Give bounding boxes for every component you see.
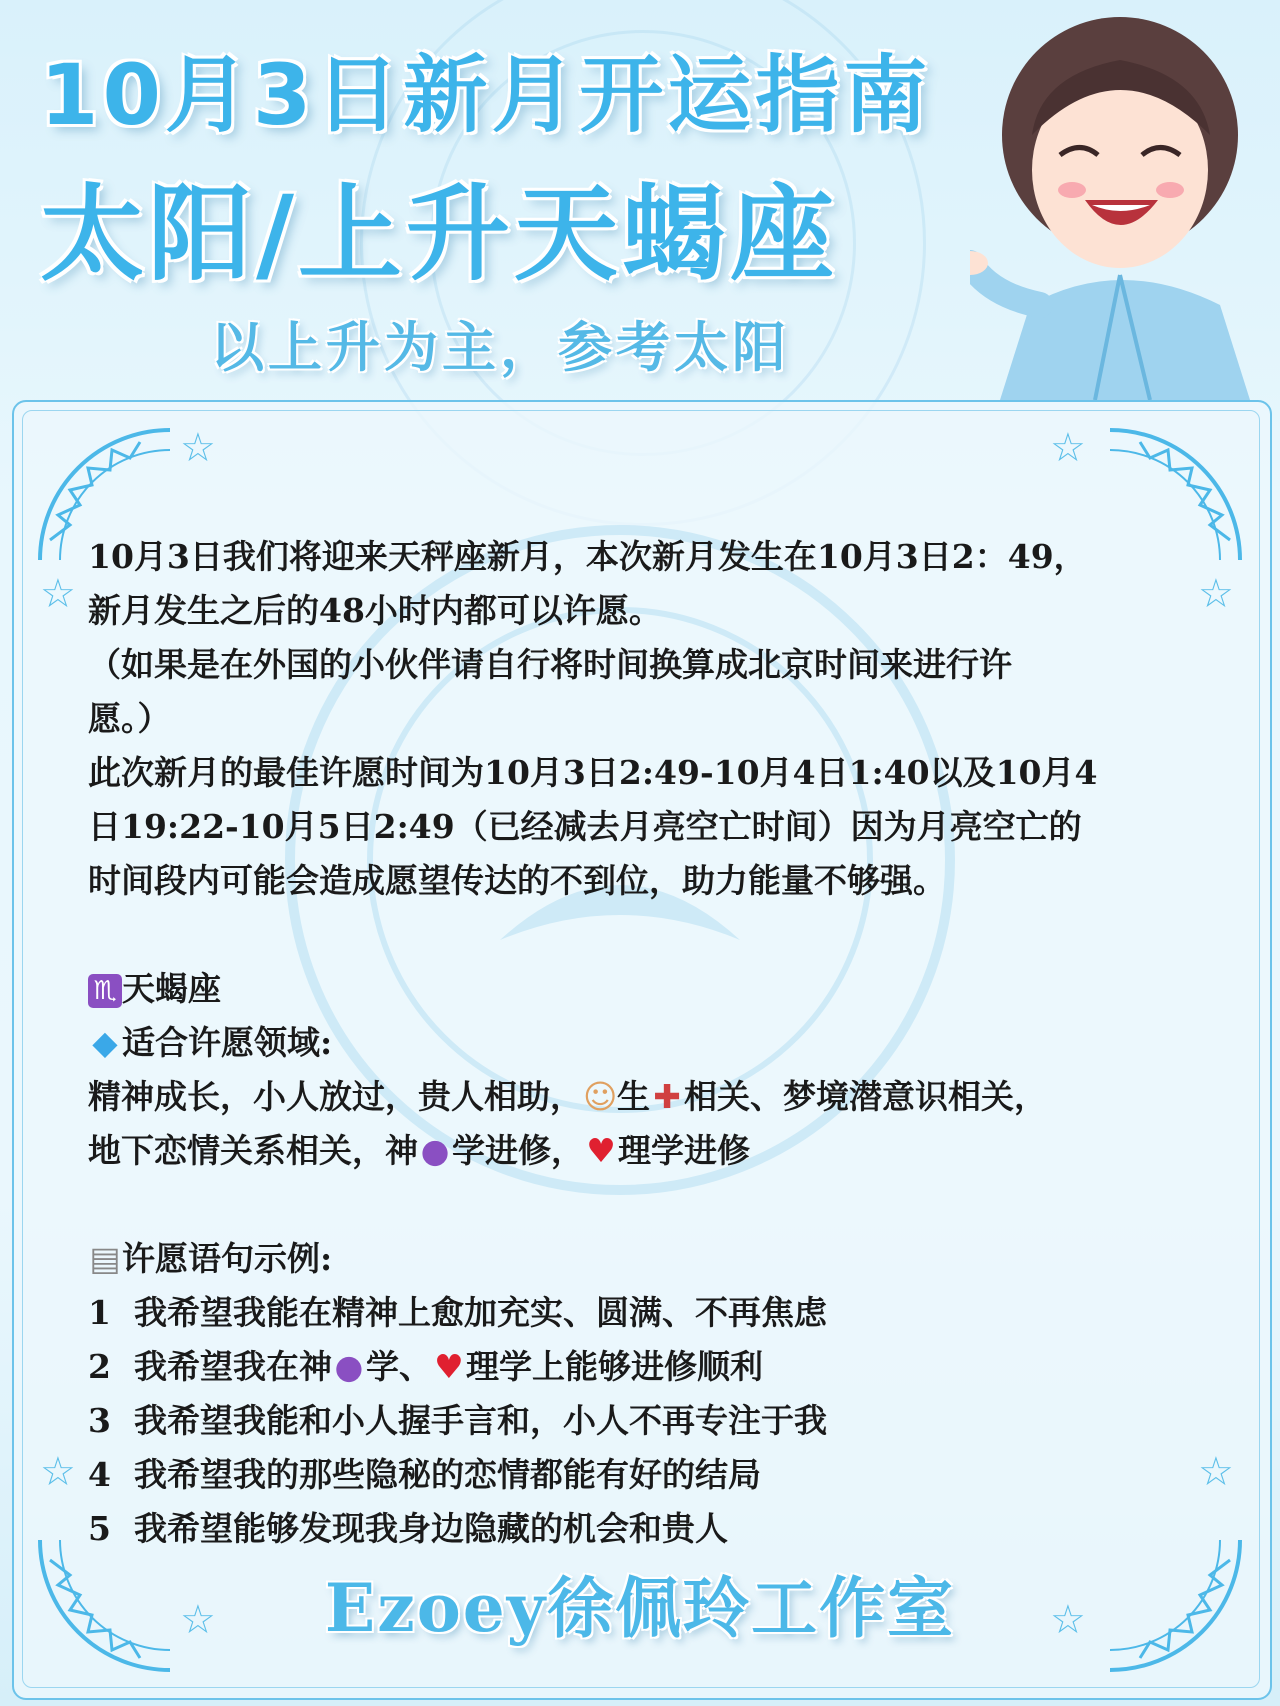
page-title: 10月3日新月开运指南 [40, 46, 932, 144]
studio-brand: Ezoey徐佩玲工作室 [324, 1569, 956, 1647]
domains-line [88, 1124, 1218, 1178]
star-icon: ☆ [1050, 425, 1086, 471]
star-icon: ☆ [180, 1597, 216, 1643]
page-icon: ▤ [89, 1239, 121, 1278]
example-text: 我希望我能和小人握手言和，小人不再专注于我 [133, 1401, 827, 1440]
red-heart-icon: ♥ [586, 1131, 616, 1170]
cartoon-avatar [970, 5, 1270, 400]
example-number: 2 [88, 1347, 111, 1386]
example-number: 1 [88, 1293, 111, 1332]
example-item [88, 1394, 1218, 1448]
examples-heading [88, 1232, 1218, 1286]
star-icon: ☆ [1198, 571, 1234, 617]
example-number: 3 [88, 1401, 111, 1440]
examples-heading-label: 许愿语句示例: [122, 1239, 333, 1278]
page-title-sign: 太阳/上升天蝎座 [40, 173, 838, 295]
example-text: 理学上能够进修顺利 [465, 1347, 763, 1386]
best-time-line: 时间段内可能会造成愿望传达的不到位，助力能量不够强。 [88, 861, 946, 900]
scorpio-symbol-icon: ♏ [88, 974, 122, 1008]
doctor-icon: ☺ [583, 1077, 618, 1116]
intro-line: 10月3日我们将迎来天秤座新月，本次新月发生在10月3日2：49， [88, 537, 1087, 576]
page-subtitle: 以上升为主，参考太阳 [210, 316, 790, 379]
star-icon: ☆ [40, 571, 76, 617]
hospital-icon: ✚ [653, 1077, 681, 1116]
example-text: 学、 [365, 1347, 432, 1386]
example-text: 我希望我能在精神上愈加充实、圆满、不再焦虑 [133, 1293, 827, 1332]
example-item [88, 1502, 1218, 1556]
domains-text: 相关、梦境潜意识相关， [684, 1077, 1047, 1116]
sign-name: 天蝎座 [122, 969, 221, 1008]
gem-icon: ◆ [92, 1023, 118, 1062]
example-text: 我希望我在神 [133, 1347, 332, 1386]
star-icon: ☆ [40, 1449, 76, 1495]
example-text: 我希望我的那些隐秘的恋情都能有好的结局 [133, 1455, 761, 1494]
star-icon: ☆ [1050, 1597, 1086, 1643]
crystal-ball-icon: ● [420, 1131, 450, 1170]
example-item [88, 1448, 1218, 1502]
intro-note-line: （如果是在外国的小伙伴请自行将时间换算成北京时间来进行许 [88, 645, 1012, 684]
best-time-line: 此次新月的最佳许愿时间为10月3日2:49-10月4日1:40以及10月4 [88, 753, 1098, 792]
sign-heading [88, 962, 1218, 1016]
example-text: 我希望能够发现我身边隐藏的机会和贵人 [133, 1509, 728, 1548]
crystal-ball-icon: ● [334, 1347, 364, 1386]
domains-text: 学进修， [452, 1131, 584, 1170]
domains-text: 精神成长，小人放过，贵人相助， [88, 1077, 583, 1116]
domains-text: 生 [617, 1077, 650, 1116]
star-icon: ☆ [1198, 1449, 1234, 1495]
example-item [88, 1340, 1218, 1394]
intro-line: 新月发生之后的48小时内都可以许愿。 [88, 591, 662, 630]
domains-heading [88, 1016, 1218, 1070]
intro-note-line: 愿。） [88, 699, 171, 738]
domains-text: 地下恋情关系相关，神 [88, 1131, 418, 1170]
red-heart-icon: ♥ [434, 1347, 464, 1386]
example-item [88, 1286, 1218, 1340]
star-icon: ☆ [180, 425, 216, 471]
domains-heading-label: 适合许愿领域: [122, 1023, 333, 1062]
domains-line [88, 1070, 1218, 1124]
example-number: 5 [88, 1509, 111, 1548]
content-body [88, 530, 1218, 1556]
example-number: 4 [88, 1455, 111, 1494]
domains-text: 理学进修 [618, 1131, 750, 1170]
best-time-line: 日19:22-10月5日2:49（已经减去月亮空亡时间）因为月亮空亡的 [88, 807, 1082, 846]
